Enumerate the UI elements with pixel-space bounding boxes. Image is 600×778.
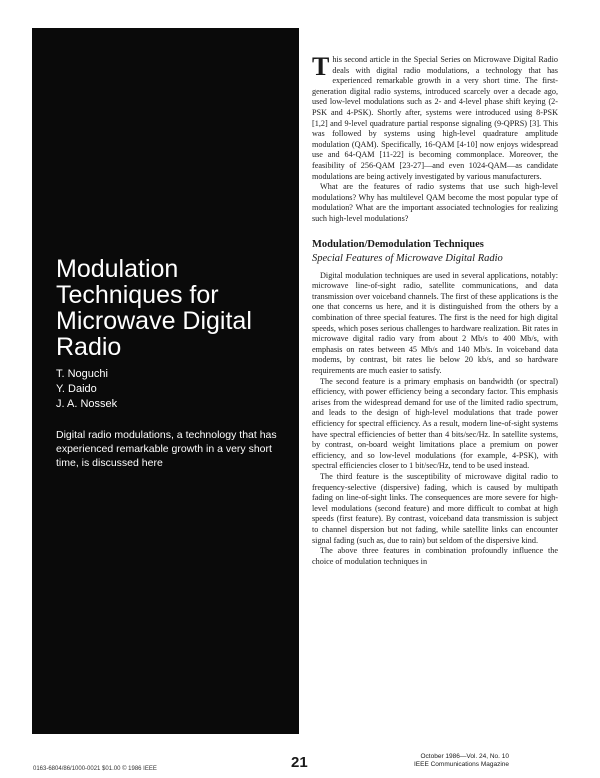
- copyright-notice: 0163-6804/86/1000-0021 $01.00 © 1986 IEEE: [33, 766, 157, 772]
- issue-info: October 1986—Vol. 24, No. 10: [420, 753, 510, 760]
- drop-cap: T: [312, 52, 330, 81]
- section-subheading: Special Features of Microwave Digital Radio: [312, 253, 503, 265]
- article-abstract: Digital radio modulations, a technology that has experienced remarkable growth in a very short time, is discussed here: [56, 429, 277, 469]
- page-number: 21: [291, 754, 308, 771]
- intro-paragraph-2: What are the features of radio systems that use such high-level modulations? Why has multilevel QAM become the most popular type of modulation? What are the important associated technologies for realizing such high-level modulations?: [312, 182, 558, 223]
- author-name: Y. Daido: [56, 383, 97, 395]
- journal-footer: [414, 753, 509, 769]
- article-body: [312, 52, 558, 567]
- journal-name: IEEE Communications Magazine: [414, 761, 510, 768]
- article-title: Modulation Techniques for Microwave Digital Radio: [56, 255, 252, 361]
- body-paragraph: The third feature is the susceptibility of microwave digital radio to frequency-selective (dispersive) fading, which is caused by multipath fading on line-of-sight links. The consequences are more severe for high-level modulations (second feature) and more difficult to combat at high speeds (first feature). By contrast, voiceband data transmission is subject to channel dispersion but not fading, while satellite links can encounter signal fading (such as, due to rain) but seldom of the dispersive kind.: [312, 471, 558, 545]
- intro-paragraph: [312, 52, 558, 182]
- body-paragraph: The above three features in combination profoundly influence the choice of modulation techniques in: [312, 546, 558, 566]
- author-list: [56, 367, 117, 412]
- author-name: J. A. Nossek: [56, 398, 118, 410]
- intro-text: his second article in the Special Series on Microwave Digital Radio deals with digital radio modulations, a technology that has experienced remarkable growth in a very short time. The first-generation digital radio systems, introduced scarcely over a decade ago, used low-level modulations such as 2- and 4-level phase shift keying (2-PSK and 4-PSK). Shortly after, systems were introduced using 8-PSK [1,2] and 9-level quadrature partial response signaling (9-QPRS) [3]. This was followed by systems using high-level quadrature amplitude modulation (QAM). Specifically, 16-QAM [4-10] now enjoys widespread use and 64-QAM [11-22] is becoming commonplace. Moreover, the feasibility of 256-QAM [23-27]—and even 1024-QAM—as candidate modulations are being actively investigated by various manufacturers.: [312, 55, 558, 181]
- author-name: T. Noguchi: [56, 368, 108, 380]
- section-heading: Modulation/Demodulation Techniques: [312, 238, 484, 250]
- body-paragraph: Digital modulation techniques are used in several applications, notably: microwave line-of-sight radio, satellite communications, and data transmission over voiceband channels. The first of these applications is the one that concerns us here, and it is distinguished from the others by a combination of three special features. The first is the need for high digital speeds, which poses serious challenges to hardware realization. Bit rates in microwave digital radio vary from about 2 Mb/s to 400 Mb/s, with emphasis on rates between 45 Mb/s and 140 Mb/s. In voiceband data modems, by contrast, bit rates lie below 20 kb/s, and so hardware requirements are much easier to satisfy.: [312, 270, 558, 376]
- body-paragraph: The second feature is a primary emphasis on bandwidth (or spectral) efficiency, with power efficiency being a secondary factor. This emphasis arises from the widespread demand for use of the limited radio spectrum, and leads to the design of high-level modulations that trade power efficiency for spectral efficiency. As a result, modern line-of-sight systems have spectral efficiencies of better than 4 bits/sec/Hz. In satellite systems, by contrast, on-board weight limitations place a premium on power efficiency, and so low-level modulations (for example, 4-PSK), with spectral efficiencies closer to 1 bit/sec/Hz, tend to be used instead.: [312, 376, 558, 471]
